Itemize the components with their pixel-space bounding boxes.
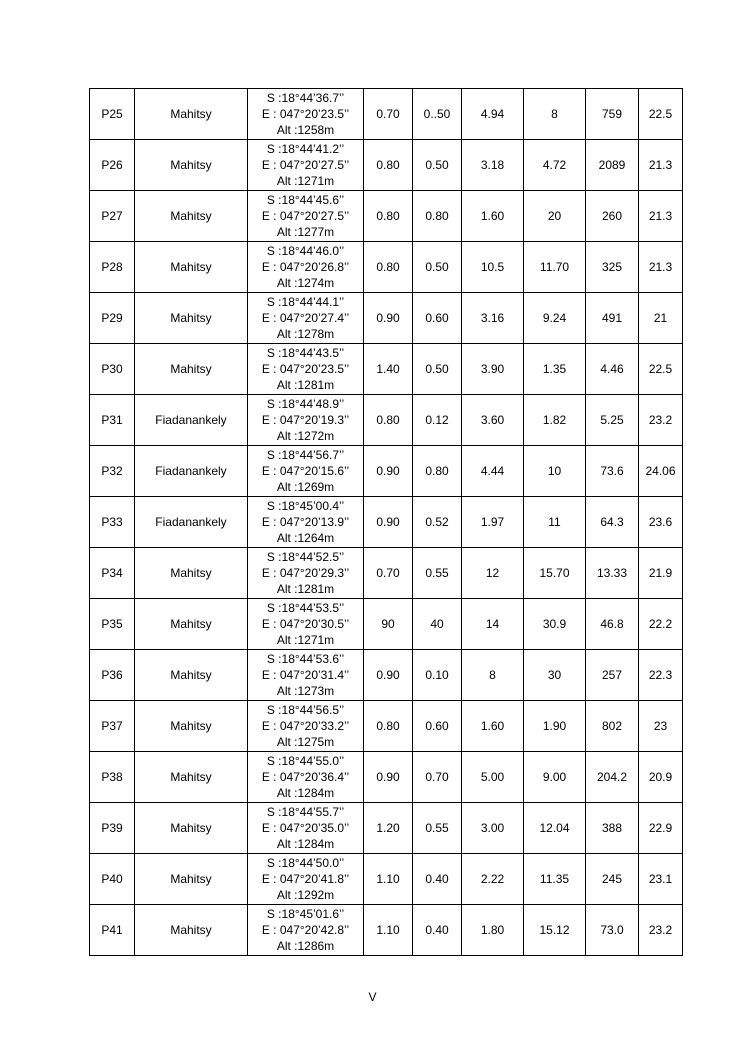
value-cell-v2: 0.50 bbox=[413, 140, 462, 191]
table-row bbox=[90, 854, 683, 905]
point-id-cell: P25 bbox=[90, 89, 135, 140]
point-id-cell: P41 bbox=[90, 905, 135, 956]
altitude-text: Alt :1281m bbox=[276, 582, 335, 596]
value-cell-v6: 22.5 bbox=[639, 89, 683, 140]
longitude-text: E : 047°20’31.4’’ bbox=[261, 668, 350, 682]
coordinates-cell bbox=[248, 293, 364, 344]
longitude-text: E : 047°20’23.5’’ bbox=[261, 362, 350, 376]
value-cell-v4: 1.82 bbox=[524, 395, 586, 446]
value-cell-v2: 0.70 bbox=[413, 752, 462, 803]
value-cell-v3: 12 bbox=[462, 548, 524, 599]
locality-cell: Mahitsy bbox=[135, 140, 248, 191]
value-cell-v5: 491 bbox=[586, 293, 639, 344]
value-cell-v2: 0.60 bbox=[413, 701, 462, 752]
altitude-text: Alt :1275m bbox=[276, 735, 335, 749]
coordinates-cell bbox=[248, 905, 364, 956]
value-cell-v3: 4.44 bbox=[462, 446, 524, 497]
longitude-text: E : 047°20’27.4’’ bbox=[261, 311, 350, 325]
value-cell-v2: 0.40 bbox=[413, 905, 462, 956]
altitude-text: Alt :1273m bbox=[276, 684, 335, 698]
value-cell-v4: 9.24 bbox=[524, 293, 586, 344]
altitude-text: Alt :1271m bbox=[276, 174, 335, 188]
value-cell-v3: 3.60 bbox=[462, 395, 524, 446]
value-cell-v3: 2.22 bbox=[462, 854, 524, 905]
value-cell-v1: 90 bbox=[364, 599, 413, 650]
value-cell-v4: 11.70 bbox=[524, 242, 586, 293]
value-cell-v6: 21.9 bbox=[639, 548, 683, 599]
locality-cell: Mahitsy bbox=[135, 854, 248, 905]
value-cell-v1: 0.90 bbox=[364, 497, 413, 548]
point-id-cell: P39 bbox=[90, 803, 135, 854]
coordinates-cell bbox=[248, 701, 364, 752]
altitude-text: Alt :1284m bbox=[276, 837, 335, 851]
table-row bbox=[90, 548, 683, 599]
latitude-text: S :18°45’00.4’’ bbox=[266, 499, 345, 513]
coordinates-cell bbox=[248, 395, 364, 446]
point-id-cell: P38 bbox=[90, 752, 135, 803]
value-cell-v5: 325 bbox=[586, 242, 639, 293]
altitude-text: Alt :1292m bbox=[276, 888, 335, 902]
value-cell-v2: 0.40 bbox=[413, 854, 462, 905]
value-cell-v6: 21.3 bbox=[639, 140, 683, 191]
latitude-text: S :18°44’55.7’’ bbox=[266, 805, 345, 819]
longitude-text: E : 047°20’35.0’’ bbox=[261, 821, 350, 835]
value-cell-v4: 15.12 bbox=[524, 905, 586, 956]
table-row bbox=[90, 905, 683, 956]
table-row bbox=[90, 497, 683, 548]
value-cell-v4: 12.04 bbox=[524, 803, 586, 854]
value-cell-v2: 0.12 bbox=[413, 395, 462, 446]
value-cell-v4: 1.90 bbox=[524, 701, 586, 752]
value-cell-v6: 23.6 bbox=[639, 497, 683, 548]
value-cell-v6: 20.9 bbox=[639, 752, 683, 803]
point-id-cell: P33 bbox=[90, 497, 135, 548]
value-cell-v6: 22.2 bbox=[639, 599, 683, 650]
page-number: V bbox=[368, 990, 377, 1004]
locality-cell: Mahitsy bbox=[135, 905, 248, 956]
locality-cell: Mahitsy bbox=[135, 701, 248, 752]
value-cell-v6: 24.06 bbox=[639, 446, 683, 497]
value-cell-v1: 1.40 bbox=[364, 344, 413, 395]
altitude-text: Alt :1284m bbox=[276, 786, 335, 800]
value-cell-v1: 0.90 bbox=[364, 293, 413, 344]
table-row bbox=[90, 752, 683, 803]
coordinates-cell bbox=[248, 140, 364, 191]
value-cell-v2: 0.60 bbox=[413, 293, 462, 344]
point-id-cell: P26 bbox=[90, 140, 135, 191]
locality-cell: Mahitsy bbox=[135, 344, 248, 395]
value-cell-v1: 0.90 bbox=[364, 446, 413, 497]
locality-cell: Fiadanankely bbox=[135, 497, 248, 548]
value-cell-v6: 23 bbox=[639, 701, 683, 752]
locality-cell: Mahitsy bbox=[135, 89, 248, 140]
value-cell-v4: 10 bbox=[524, 446, 586, 497]
value-cell-v3: 14 bbox=[462, 599, 524, 650]
altitude-text: Alt :1277m bbox=[276, 225, 335, 239]
locality-cell: Fiadanankely bbox=[135, 446, 248, 497]
value-cell-v5: 13.33 bbox=[586, 548, 639, 599]
longitude-text: E : 047°20’27.5’’ bbox=[261, 209, 350, 223]
longitude-text: E : 047°20’33.2’’ bbox=[261, 719, 350, 733]
value-cell-v3: 3.18 bbox=[462, 140, 524, 191]
value-cell-v6: 22.3 bbox=[639, 650, 683, 701]
value-cell-v6: 23.2 bbox=[639, 395, 683, 446]
locality-cell: Mahitsy bbox=[135, 293, 248, 344]
sampling-points-table bbox=[89, 88, 683, 956]
value-cell-v2: 0.80 bbox=[413, 191, 462, 242]
longitude-text: E : 047°20’29.3’’ bbox=[261, 566, 350, 580]
locality-cell: Mahitsy bbox=[135, 548, 248, 599]
altitude-text: Alt :1258m bbox=[276, 123, 335, 137]
value-cell-v6: 22.5 bbox=[639, 344, 683, 395]
altitude-text: Alt :1281m bbox=[276, 378, 335, 392]
locality-cell: Mahitsy bbox=[135, 599, 248, 650]
value-cell-v3: 3.16 bbox=[462, 293, 524, 344]
value-cell-v5: 759 bbox=[586, 89, 639, 140]
coordinates-cell bbox=[248, 446, 364, 497]
altitude-text: Alt :1274m bbox=[276, 276, 335, 290]
altitude-text: Alt :1278m bbox=[276, 327, 335, 341]
point-id-cell: P30 bbox=[90, 344, 135, 395]
value-cell-v5: 46.8 bbox=[586, 599, 639, 650]
table-row bbox=[90, 242, 683, 293]
value-cell-v4: 8 bbox=[524, 89, 586, 140]
value-cell-v5: 260 bbox=[586, 191, 639, 242]
value-cell-v1: 0.80 bbox=[364, 242, 413, 293]
value-cell-v2: 0..50 bbox=[413, 89, 462, 140]
value-cell-v6: 23.2 bbox=[639, 905, 683, 956]
value-cell-v2: 0.10 bbox=[413, 650, 462, 701]
point-id-cell: P31 bbox=[90, 395, 135, 446]
value-cell-v6: 21.3 bbox=[639, 191, 683, 242]
value-cell-v2: 0.55 bbox=[413, 803, 462, 854]
value-cell-v6: 22.9 bbox=[639, 803, 683, 854]
point-id-cell: P34 bbox=[90, 548, 135, 599]
point-id-cell: P28 bbox=[90, 242, 135, 293]
latitude-text: S :18°44’53.5’’ bbox=[266, 601, 345, 615]
value-cell-v4: 15.70 bbox=[524, 548, 586, 599]
latitude-text: S :18°44’56.5’’ bbox=[266, 703, 345, 717]
value-cell-v1: 1.10 bbox=[364, 854, 413, 905]
value-cell-v5: 2089 bbox=[586, 140, 639, 191]
latitude-text: S :18°44’48.9’’ bbox=[266, 397, 345, 411]
value-cell-v1: 1.10 bbox=[364, 905, 413, 956]
coordinates-cell bbox=[248, 191, 364, 242]
coordinates-cell bbox=[248, 344, 364, 395]
value-cell-v1: 0.80 bbox=[364, 395, 413, 446]
value-cell-v2: 0.55 bbox=[413, 548, 462, 599]
value-cell-v2: 0.52 bbox=[413, 497, 462, 548]
point-id-cell: P32 bbox=[90, 446, 135, 497]
value-cell-v4: 1.35 bbox=[524, 344, 586, 395]
table-row bbox=[90, 89, 683, 140]
latitude-text: S :18°44’52.5’’ bbox=[266, 550, 345, 564]
latitude-text: S :18°44’50.0’’ bbox=[266, 856, 345, 870]
table-row bbox=[90, 446, 683, 497]
value-cell-v4: 11 bbox=[524, 497, 586, 548]
latitude-text: S :18°44’46.0’’ bbox=[266, 244, 345, 258]
altitude-text: Alt :1264m bbox=[276, 531, 335, 545]
value-cell-v5: 73.0 bbox=[586, 905, 639, 956]
table-row bbox=[90, 650, 683, 701]
latitude-text: S :18°44’45.6’’ bbox=[266, 193, 345, 207]
table-row bbox=[90, 191, 683, 242]
locality-cell: Mahitsy bbox=[135, 803, 248, 854]
locality-cell: Fiadanankely bbox=[135, 395, 248, 446]
value-cell-v5: 73.6 bbox=[586, 446, 639, 497]
coordinates-cell bbox=[248, 497, 364, 548]
value-cell-v6: 23.1 bbox=[639, 854, 683, 905]
latitude-text: S :18°44’41.2’’ bbox=[266, 142, 345, 156]
value-cell-v1: 0.80 bbox=[364, 140, 413, 191]
locality-cell: Mahitsy bbox=[135, 650, 248, 701]
latitude-text: S :18°44’55.0’’ bbox=[266, 754, 345, 768]
value-cell-v5: 64.3 bbox=[586, 497, 639, 548]
value-cell-v1: 0.90 bbox=[364, 650, 413, 701]
longitude-text: E : 047°20’27.5’’ bbox=[261, 158, 350, 172]
table-row bbox=[90, 395, 683, 446]
longitude-text: E : 047°20’36.4’’ bbox=[261, 770, 350, 784]
point-id-cell: P29 bbox=[90, 293, 135, 344]
value-cell-v1: 0.70 bbox=[364, 548, 413, 599]
value-cell-v1: 0.70 bbox=[364, 89, 413, 140]
value-cell-v3: 4.94 bbox=[462, 89, 524, 140]
value-cell-v5: 5.25 bbox=[586, 395, 639, 446]
coordinates-cell bbox=[248, 548, 364, 599]
value-cell-v5: 204.2 bbox=[586, 752, 639, 803]
value-cell-v3: 5.00 bbox=[462, 752, 524, 803]
value-cell-v3: 10.5 bbox=[462, 242, 524, 293]
latitude-text: S :18°45’01.6’’ bbox=[266, 907, 345, 921]
latitude-text: S :18°44’36.7’’ bbox=[266, 91, 345, 105]
value-cell-v4: 11.35 bbox=[524, 854, 586, 905]
coordinates-cell bbox=[248, 752, 364, 803]
value-cell-v2: 40 bbox=[413, 599, 462, 650]
point-id-cell: P40 bbox=[90, 854, 135, 905]
locality-cell: Mahitsy bbox=[135, 242, 248, 293]
value-cell-v3: 1.97 bbox=[462, 497, 524, 548]
point-id-cell: P27 bbox=[90, 191, 135, 242]
latitude-text: S :18°44’56.7’’ bbox=[266, 448, 345, 462]
table-row bbox=[90, 803, 683, 854]
value-cell-v4: 30 bbox=[524, 650, 586, 701]
point-id-cell: P36 bbox=[90, 650, 135, 701]
coordinates-cell bbox=[248, 650, 364, 701]
value-cell-v5: 802 bbox=[586, 701, 639, 752]
table-row bbox=[90, 599, 683, 650]
latitude-text: S :18°44’53.6’’ bbox=[266, 652, 345, 666]
longitude-text: E : 047°20’15.6’’ bbox=[261, 464, 350, 478]
value-cell-v3: 1.80 bbox=[462, 905, 524, 956]
table-row bbox=[90, 140, 683, 191]
value-cell-v3: 3.00 bbox=[462, 803, 524, 854]
value-cell-v5: 388 bbox=[586, 803, 639, 854]
altitude-text: Alt :1286m bbox=[276, 939, 335, 953]
coordinates-cell bbox=[248, 854, 364, 905]
value-cell-v4: 9.00 bbox=[524, 752, 586, 803]
coordinates-cell bbox=[248, 599, 364, 650]
value-cell-v5: 245 bbox=[586, 854, 639, 905]
longitude-text: E : 047°20’30.5’’ bbox=[261, 617, 350, 631]
value-cell-v3: 1.60 bbox=[462, 701, 524, 752]
value-cell-v5: 4.46 bbox=[586, 344, 639, 395]
longitude-text: E : 047°20’13.9’’ bbox=[261, 515, 350, 529]
value-cell-v6: 21 bbox=[639, 293, 683, 344]
altitude-text: Alt :1271m bbox=[276, 633, 335, 647]
value-cell-v2: 0.50 bbox=[413, 344, 462, 395]
coordinates-cell bbox=[248, 803, 364, 854]
locality-cell: Mahitsy bbox=[135, 191, 248, 242]
table-row bbox=[90, 293, 683, 344]
table-row bbox=[90, 701, 683, 752]
longitude-text: E : 047°20’42.8’’ bbox=[261, 923, 350, 937]
value-cell-v4: 4.72 bbox=[524, 140, 586, 191]
table-row bbox=[90, 344, 683, 395]
value-cell-v3: 1.60 bbox=[462, 191, 524, 242]
point-id-cell: P35 bbox=[90, 599, 135, 650]
longitude-text: E : 047°20’26.8’’ bbox=[261, 260, 350, 274]
value-cell-v4: 30.9 bbox=[524, 599, 586, 650]
value-cell-v6: 21.3 bbox=[639, 242, 683, 293]
longitude-text: E : 047°20’41.8’’ bbox=[261, 872, 350, 886]
value-cell-v2: 0.80 bbox=[413, 446, 462, 497]
value-cell-v1: 1.20 bbox=[364, 803, 413, 854]
value-cell-v1: 0.90 bbox=[364, 752, 413, 803]
longitude-text: E : 047°20’23.5’’ bbox=[261, 107, 350, 121]
value-cell-v3: 8 bbox=[462, 650, 524, 701]
value-cell-v5: 257 bbox=[586, 650, 639, 701]
altitude-text: Alt :1269m bbox=[276, 480, 335, 494]
point-id-cell: P37 bbox=[90, 701, 135, 752]
value-cell-v4: 20 bbox=[524, 191, 586, 242]
coordinates-cell bbox=[248, 89, 364, 140]
value-cell-v1: 0.80 bbox=[364, 701, 413, 752]
locality-cell: Mahitsy bbox=[135, 752, 248, 803]
coordinates-cell bbox=[248, 242, 364, 293]
longitude-text: E : 047°20’19.3’’ bbox=[261, 413, 350, 427]
value-cell-v1: 0.80 bbox=[364, 191, 413, 242]
value-cell-v2: 0.50 bbox=[413, 242, 462, 293]
latitude-text: S :18°44’43.5’’ bbox=[266, 346, 345, 360]
altitude-text: Alt :1272m bbox=[276, 429, 335, 443]
latitude-text: S :18°44’44.1’’ bbox=[266, 295, 345, 309]
value-cell-v3: 3.90 bbox=[462, 344, 524, 395]
